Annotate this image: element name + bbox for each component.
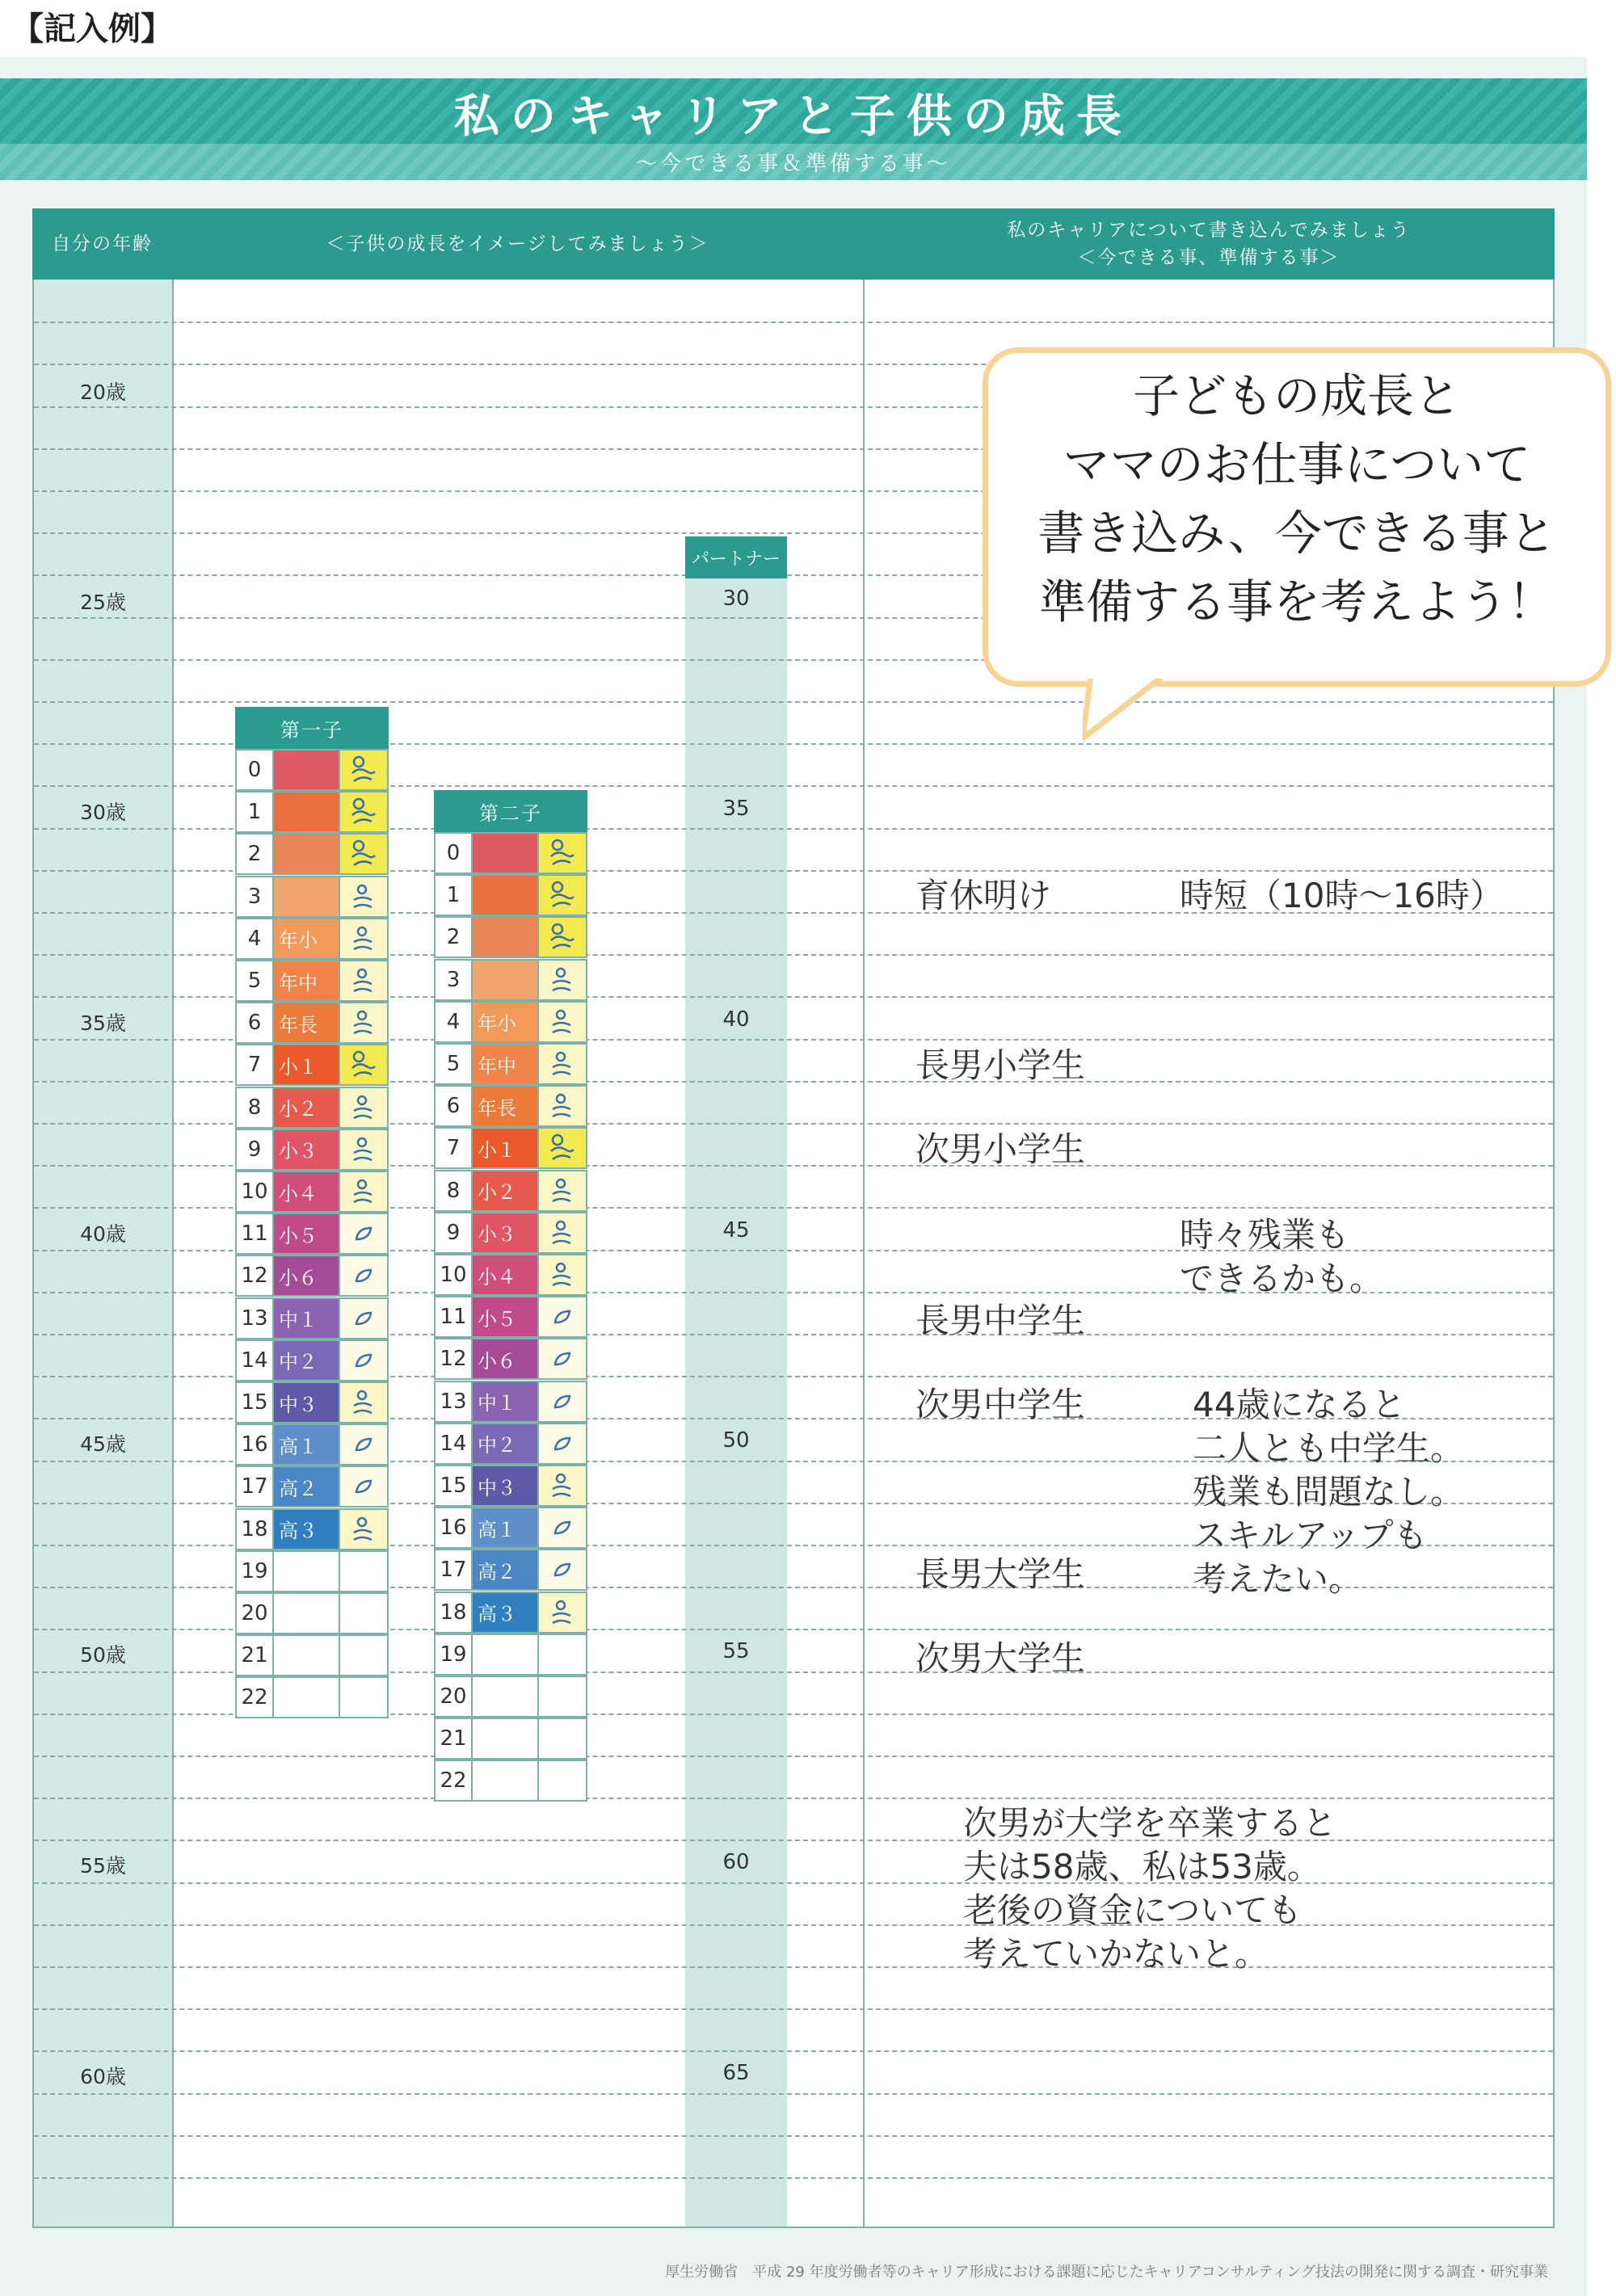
school-stage-cell: 高２	[274, 1465, 340, 1508]
child-age-row	[434, 1760, 587, 1802]
row-line	[34, 2135, 1553, 2137]
school-stage-cell: 高３	[473, 1592, 539, 1634]
leaf-icon	[539, 1338, 587, 1380]
empty-icon-cell	[340, 1676, 389, 1718]
row-line	[34, 2093, 1553, 2095]
leaf-icon	[340, 1465, 389, 1508]
age-column	[34, 280, 172, 2227]
school-stage-cell: 高２	[473, 1549, 539, 1591]
child-age-number: 16	[235, 1423, 274, 1465]
note-jinan-elementary: 次男小学生	[915, 1129, 1086, 1169]
drop-icon	[340, 1002, 389, 1044]
school-stage-cell	[274, 1592, 340, 1634]
drop-icon	[340, 876, 389, 918]
partner-age-label: 50	[722, 1428, 750, 1453]
row-line	[34, 1756, 1553, 1757]
age-label: 35歳	[80, 1011, 126, 1035]
child-age-row	[434, 832, 587, 874]
child-age-row	[434, 1001, 587, 1043]
baby-icon	[539, 874, 587, 916]
child-age-row	[235, 918, 389, 960]
note-overtime: 時々残業も できるかも。	[1180, 1215, 1384, 1298]
child-age-number: 18	[235, 1508, 274, 1550]
school-stage-cell: 高３	[274, 1508, 340, 1550]
child-age-number: 10	[235, 1171, 274, 1213]
school-stage-cell: 高１	[473, 1507, 539, 1549]
school-stage-cell	[473, 832, 539, 874]
main-title: 私のキャリアと子供の成長	[454, 90, 1133, 143]
child-age-number: 17	[235, 1465, 274, 1508]
child-age-number: 6	[235, 1002, 274, 1044]
drop-icon	[539, 1254, 587, 1296]
school-stage-cell	[473, 874, 539, 916]
child-age-number: 16	[434, 1507, 473, 1549]
school-stage-cell: 小１	[274, 1044, 340, 1086]
school-stage-cell	[473, 1760, 539, 1802]
child-age-number: 5	[434, 1043, 473, 1085]
baby-icon	[340, 1044, 389, 1086]
child-age-number: 4	[434, 1001, 473, 1043]
school-stage-cell: 高１	[274, 1423, 340, 1465]
child-age-number: 19	[434, 1634, 473, 1676]
child-age-row	[235, 1508, 389, 1550]
school-stage-cell: 年長	[274, 1002, 340, 1044]
leaf-icon	[539, 1423, 587, 1465]
partner-header: パートナー	[685, 536, 787, 578]
drop-icon	[340, 1087, 389, 1129]
note-ikukyu: 育休明け	[915, 876, 1052, 915]
speech-bubble-tail	[1083, 675, 1180, 743]
note-chonan-junior-high: 長男中学生	[915, 1301, 1086, 1340]
child-age-row	[235, 1044, 389, 1086]
age-label: 25歳	[80, 591, 126, 614]
baby-icon	[539, 916, 587, 958]
partner-age-label: 30	[722, 587, 750, 611]
empty-icon-cell	[539, 1676, 587, 1718]
child-age-number: 22	[434, 1760, 473, 1802]
child-age-row	[235, 1676, 389, 1718]
child-age-row	[434, 1212, 587, 1254]
child-age-number: 12	[235, 1255, 274, 1297]
child-age-number: 13	[434, 1381, 473, 1423]
partner-age-label: 60	[722, 1850, 750, 1874]
child-header: 第一子	[235, 707, 389, 749]
child-age-number: 15	[434, 1465, 473, 1507]
note-chonan-university: 長男大学生	[915, 1554, 1086, 1594]
child-age-row	[235, 876, 389, 918]
drop-icon	[340, 1381, 389, 1423]
drop-icon	[539, 1212, 587, 1254]
child-age-number: 2	[434, 916, 473, 958]
header-child-growth: ＜子供の成長をイメージしてみましょう＞	[172, 208, 863, 280]
leaf-icon	[340, 1423, 389, 1465]
speech-bubble-text	[983, 362, 1611, 637]
child-age-number: 2	[235, 833, 274, 875]
note-jitan: 時短（10時～16時）	[1180, 876, 1504, 915]
child-age-number: 19	[235, 1550, 274, 1592]
child-age-row	[434, 874, 587, 916]
partner-age-label: 55	[722, 1639, 750, 1663]
age-label: 20歳	[80, 381, 126, 404]
school-stage-cell: 中３	[274, 1381, 340, 1423]
drop-icon	[539, 1085, 587, 1127]
baby-icon	[340, 791, 389, 833]
child-age-row	[235, 1171, 389, 1213]
child-age-number: 21	[434, 1718, 473, 1760]
row-line	[34, 322, 1553, 323]
child-header: 第二子	[434, 790, 587, 832]
child-age-number: 8	[235, 1087, 274, 1129]
drop-icon	[340, 1508, 389, 1550]
leaf-icon	[539, 1549, 587, 1591]
child-age-number: 14	[235, 1339, 274, 1381]
partner-age-label: 45	[722, 1218, 750, 1243]
note-jinan-university: 次男大学生	[915, 1638, 1086, 1678]
drop-icon	[539, 1043, 587, 1085]
school-stage-cell	[473, 1676, 539, 1718]
child-age-row	[235, 791, 389, 833]
age-label: 50歳	[80, 1643, 126, 1667]
row-line	[34, 2177, 1553, 2179]
child-age-row	[235, 1423, 389, 1465]
row-line	[34, 701, 1553, 703]
school-stage-cell: 年小	[473, 1001, 539, 1043]
page-label: 【記入例】	[11, 11, 173, 48]
column-divider	[172, 208, 174, 2228]
empty-icon-cell	[340, 1592, 389, 1634]
school-stage-cell: 小３	[274, 1129, 340, 1171]
school-stage-cell	[274, 1550, 340, 1592]
bubble-line: 子どもの成長と	[1132, 368, 1461, 423]
school-stage-cell: 年長	[473, 1085, 539, 1127]
school-stage-cell	[473, 916, 539, 958]
partner-column	[685, 536, 787, 2227]
child-age-row	[235, 1129, 389, 1171]
school-stage-cell	[274, 1634, 340, 1676]
child-age-row	[434, 1254, 587, 1296]
school-stage-cell: 小４	[274, 1171, 340, 1213]
bubble-line: 準備する事を考えよう！	[1038, 574, 1555, 629]
age-label: 55歳	[80, 1854, 126, 1878]
school-stage-cell	[473, 959, 539, 1001]
child-age-row	[434, 1507, 587, 1549]
school-stage-cell: 年小	[274, 918, 340, 960]
child-age-number: 4	[235, 918, 274, 960]
child-age-row	[235, 1550, 389, 1592]
baby-icon	[539, 1127, 587, 1169]
child-age-row	[235, 1634, 389, 1676]
child-age-number: 9	[434, 1212, 473, 1254]
school-stage-cell: 中２	[274, 1339, 340, 1381]
footer-credit: 厚生労働省 平成 29 年度労働者等のキャリア形成における課題に応じたキャリアコンサルティング技法の開発に関する調査・研究事業	[665, 2264, 1548, 2281]
child-age-number: 8	[434, 1170, 473, 1212]
child-age-row	[434, 1634, 587, 1676]
child-age-row	[434, 1170, 587, 1212]
header-career-line2: ＜今できる事、準備する事＞	[1077, 247, 1340, 268]
baby-icon	[539, 832, 587, 874]
child-age-number: 20	[434, 1676, 473, 1718]
school-stage-cell: 小１	[473, 1127, 539, 1169]
drop-icon	[340, 1129, 389, 1171]
note-retirement: 次男が大学を卒業すると 夫は58歳、私は53歳。 老後の資金についても 考えていかないと。	[963, 1803, 1337, 1974]
child-age-number: 3	[434, 959, 473, 1001]
child-age-number: 5	[235, 960, 274, 1002]
leaf-icon	[340, 1213, 389, 1255]
child-age-row	[434, 959, 587, 1001]
school-stage-cell: 小２	[274, 1087, 340, 1129]
school-stage-cell: 小３	[473, 1212, 539, 1254]
empty-icon-cell	[340, 1550, 389, 1592]
child-age-row	[235, 1002, 389, 1044]
empty-icon-cell	[539, 1718, 587, 1760]
drop-icon	[539, 1001, 587, 1043]
age-label: 45歳	[80, 1432, 126, 1456]
child-age-number: 14	[434, 1423, 473, 1465]
child-age-number: 11	[434, 1296, 473, 1338]
child-age-row	[235, 960, 389, 1002]
child-age-row	[434, 1676, 587, 1718]
child-age-number: 18	[434, 1592, 473, 1634]
child-age-row	[434, 1338, 587, 1380]
child-age-number: 1	[235, 791, 274, 833]
leaf-icon	[340, 1255, 389, 1297]
school-stage-cell	[274, 833, 340, 875]
school-stage-cell	[473, 1718, 539, 1760]
child-age-row	[434, 1549, 587, 1591]
child-age-row	[235, 749, 389, 791]
partner-age-label: 35	[722, 797, 750, 821]
column-divider	[863, 208, 865, 2228]
row-line	[34, 2008, 1553, 2010]
partner-age-label: 65	[722, 2061, 750, 2085]
child-age-number: 22	[235, 1676, 274, 1718]
school-stage-cell: 小６	[274, 1255, 340, 1297]
child-age-number: 12	[434, 1338, 473, 1380]
drop-icon	[539, 1465, 587, 1507]
note-age44: 44歳になると 二人とも中学生。 残業も問題なし。 スキルアップも 考えたい。	[1193, 1385, 1465, 1599]
child-age-number: 7	[434, 1127, 473, 1169]
baby-icon	[340, 833, 389, 875]
child-age-row	[235, 1087, 389, 1129]
child-age-row	[434, 1465, 587, 1507]
child-age-number: 20	[235, 1592, 274, 1634]
age-label: 40歳	[80, 1222, 126, 1246]
drop-icon	[539, 1592, 587, 1634]
empty-icon-cell	[340, 1634, 389, 1676]
child-age-row	[235, 1339, 389, 1381]
school-stage-cell: 中１	[274, 1297, 340, 1339]
child-age-row	[235, 1297, 389, 1339]
child-age-number: 10	[434, 1254, 473, 1296]
school-stage-cell	[274, 749, 340, 791]
child-age-number: 6	[434, 1085, 473, 1127]
school-stage-cell: 小５	[274, 1213, 340, 1255]
empty-icon-cell	[539, 1634, 587, 1676]
child-age-row	[235, 833, 389, 875]
child-age-number: 0	[434, 832, 473, 874]
row-line	[34, 1798, 1553, 1799]
leaf-icon	[539, 1296, 587, 1338]
school-stage-cell: 小５	[473, 1296, 539, 1338]
leaf-icon	[340, 1339, 389, 1381]
child-age-row	[434, 1085, 587, 1127]
drop-icon	[539, 1170, 587, 1212]
age-label: 30歳	[80, 801, 126, 824]
bubble-line: ママのお仕事について	[1063, 437, 1531, 492]
school-stage-cell	[274, 1676, 340, 1718]
school-stage-cell: 中１	[473, 1381, 539, 1423]
child-age-row	[235, 1381, 389, 1423]
child-age-row	[235, 1465, 389, 1508]
child-age-row	[235, 1213, 389, 1255]
child-age-row	[434, 1043, 587, 1085]
header-career-line1: 私のキャリアについて書き込んでみましょう	[1007, 220, 1411, 241]
child-age-number: 1	[434, 874, 473, 916]
drop-icon	[340, 918, 389, 960]
header-career	[863, 208, 1555, 280]
leaf-icon	[340, 1297, 389, 1339]
leaf-icon	[539, 1507, 587, 1549]
child-age-number: 3	[235, 876, 274, 918]
header-age: 自分の年齢	[32, 208, 172, 280]
child-age-row	[434, 916, 587, 958]
school-stage-cell: 小２	[473, 1170, 539, 1212]
child-age-number: 13	[235, 1297, 274, 1339]
drop-icon	[539, 959, 587, 1001]
child-age-row	[434, 1381, 587, 1423]
school-stage-cell: 中２	[473, 1423, 539, 1465]
school-stage-cell: 中３	[473, 1465, 539, 1507]
child-age-number: 0	[235, 749, 274, 791]
bubble-line: 書き込み、今できる事と	[1037, 506, 1556, 561]
child-age-number: 15	[235, 1381, 274, 1423]
child-age-row	[434, 1592, 587, 1634]
drop-icon	[340, 960, 389, 1002]
child-age-row	[434, 1718, 587, 1760]
school-stage-cell	[274, 876, 340, 918]
note-jinan-junior-high: 次男中学生	[915, 1385, 1086, 1424]
school-stage-cell	[274, 791, 340, 833]
child-age-row	[434, 1423, 587, 1465]
school-stage-cell: 小４	[473, 1254, 539, 1296]
child-age-number: 7	[235, 1044, 274, 1086]
school-stage-cell	[473, 1634, 539, 1676]
school-stage-cell: 年中	[473, 1043, 539, 1085]
drop-icon	[340, 1171, 389, 1213]
school-stage-cell: 年中	[274, 960, 340, 1002]
leaf-icon	[539, 1381, 587, 1423]
child-age-number: 21	[235, 1634, 274, 1676]
child-age-row	[434, 1127, 587, 1169]
child-age-number: 11	[235, 1213, 274, 1255]
child-age-row	[235, 1592, 389, 1634]
age-label: 60歳	[80, 2065, 126, 2088]
child-age-number: 9	[235, 1129, 274, 1171]
baby-icon	[340, 749, 389, 791]
child-age-row	[434, 1296, 587, 1338]
row-line	[34, 2050, 1553, 2052]
school-stage-cell: 小６	[473, 1338, 539, 1380]
child-age-number: 17	[434, 1549, 473, 1591]
sub-title: ～今できる事＆準備する事～	[635, 152, 951, 176]
empty-icon-cell	[539, 1760, 587, 1802]
partner-age-label: 40	[722, 1007, 750, 1032]
child-age-row	[235, 1255, 389, 1297]
note-chonan-elementary: 長男小学生	[915, 1045, 1086, 1085]
